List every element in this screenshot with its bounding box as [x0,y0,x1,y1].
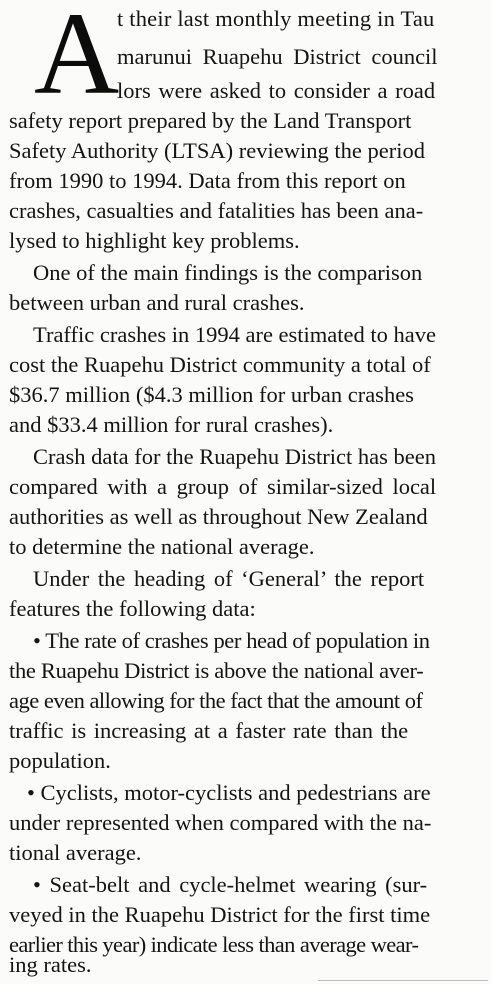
article-line: traffic is increasing at a faster rate than the [9,718,409,743]
drop-cap: A [34,0,120,119]
article-line: • The rate of crashes per head of population in [33,628,430,653]
article-line: $36.7 million ($4.3 million for urban crashes [9,382,414,407]
article-line: age even allowing for the fact that the amount of [9,688,423,713]
article-line: authorities as well as throughout New Zealand [9,504,428,529]
article-line: Safety Authority (LTSA) reviewing the period [9,138,425,163]
article-line: and $33.4 million for rural crashes). [9,412,334,437]
article-line: lysed to highlight key problems. [9,228,300,253]
article-line: lors were asked to consider a road [117,78,436,103]
article-line: ing rates. [9,952,92,977]
article-line: • Seat-belt and cycle-helmet wearing (sur- [33,872,428,897]
article-line: Traffic crashes in 1994 are estimated to have [33,322,437,347]
article-line: compared with a group of similar-sized local [9,474,437,499]
article-line: marunui Ruapehu District council [117,44,438,69]
article-line: between urban and rural crashes. [9,290,305,315]
article-line: the Ruapehu District is above the national aver- [9,658,424,683]
article-line: • Cyclists, motor-cyclists and pedestrians are [27,780,431,805]
article-line: Under the heading of ‘General’ the report [33,566,425,591]
article-line: tional average. [9,840,142,865]
article-line: Crash data for the Ruapehu District has been [33,444,437,469]
article-line: One of the main findings is the comparison [33,260,423,285]
article-line: t their last monthly meeting in Tau [117,6,435,31]
article-line: under represented when compared with the na- [9,810,432,835]
article-line: population. [9,748,111,773]
article-line: from 1990 to 1994. Data from this report on [9,168,406,193]
article-line: features the following data: [9,596,256,621]
column-end-rule [318,980,488,981]
article-line: earlier this year) indicate less than average wear- [9,932,419,957]
article-line: safety report prepared by the Land Transport [9,108,412,133]
article-line: cost the Ruapehu District community a total of [9,352,431,377]
article-line: veyed in the Ruapehu District for the first time [9,902,431,927]
article-line: to determine the national average. [9,534,315,559]
article-line: crashes, casualties and fatalities has been ana- [9,198,424,223]
